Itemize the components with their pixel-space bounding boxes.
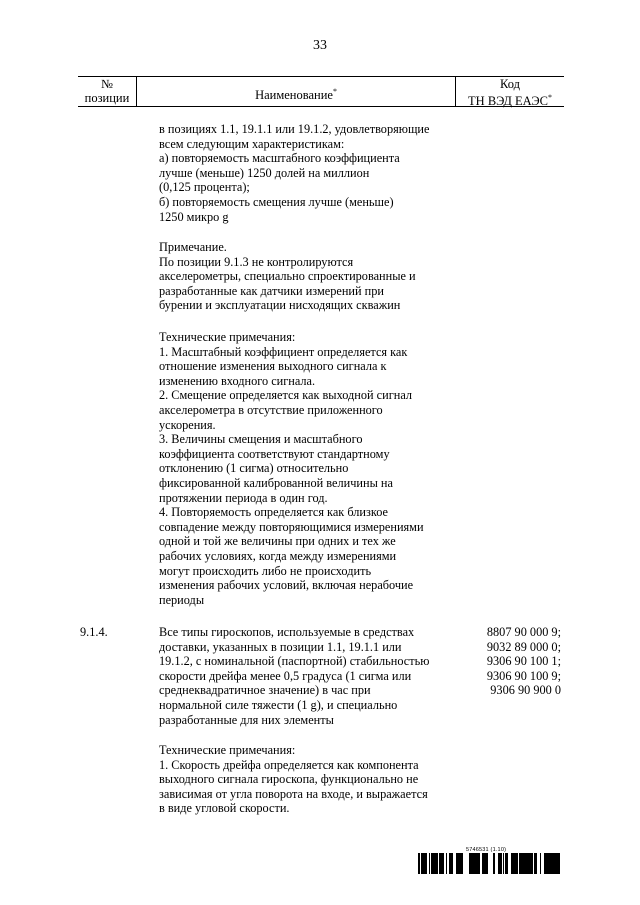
header-name: Наименование*	[255, 87, 337, 103]
document-stamp: 5746531 (1.10)	[466, 847, 507, 853]
position-description: Все типы гироскопов, используемые в средствах доставки, указанных в позиции 1.1, 19.1.1 или 19.1.2, с номинальной (паспортной) стабильностью скорости дрейфа менее 0,5 градуса (1 сигма или среднеквадратичное значение) в час при нормальной силе тяжести (1 g), и специально разработанные для них элементы	[159, 625, 430, 727]
note-block: Примечание. По позиции 9.1.3 не контролируются акселерометры, специально спроектированные и разработанные как датчики измерений при бурении и эксплуатации нисходящих скважин	[159, 240, 416, 313]
technical-notes-2: Технические примечания: 1. Скорость дрейфа определяется как компонента выходного сигнала гироскопа, функционально не зависимая от угла поворота на входе, и выражается в виде угловой скорости.	[159, 743, 428, 816]
tn-ved-codes: 8807 90 000 9; 9032 89 000 0; 9306 90 100 1; 9306 90 100 9; 9306 90 900 0	[486, 625, 561, 698]
position-number: 9.1.4.	[80, 625, 108, 639]
barcode-image	[417, 853, 564, 874]
header-position-number: № позиции	[84, 77, 130, 105]
page-number: 33	[313, 38, 327, 53]
continuation-text: в позициях 1.1, 19.1.1 или 19.1.2, удовлетворяющие всем следующим характеристикам: а) повторяемость масштабного коэффициента лучше (меньше) 1250 долей на миллион (0,125 процента); б) повторяемость смещения лучше (меньше) 1250 микро g	[159, 122, 430, 224]
technical-notes-1: Технические примечания: 1. Масштабный коэффициент определяется как отношение изменения выходного сигнала к изменению входного сигнала. 2. Смещение определяется как выходной сигнал акселерометра в отсутствие приложенного ускорения. 3. Величины смещения и масштабного коэффициента соответствуют стандартному отклонению (1 сигма) относительно фиксированной калиброванной величины на протяжении периода в один год. 4. Повторяемость определяется как близкое совпадение между повторяющимися измерениями одной и той же величины при одних и тех же рабочих условиях, когда между измерениями могут происходить либо не происходить изменения рабочих условий, включая нерабочие периоды	[159, 330, 424, 607]
header-code: Код ТН ВЭД ЕАЭС*	[468, 77, 552, 109]
